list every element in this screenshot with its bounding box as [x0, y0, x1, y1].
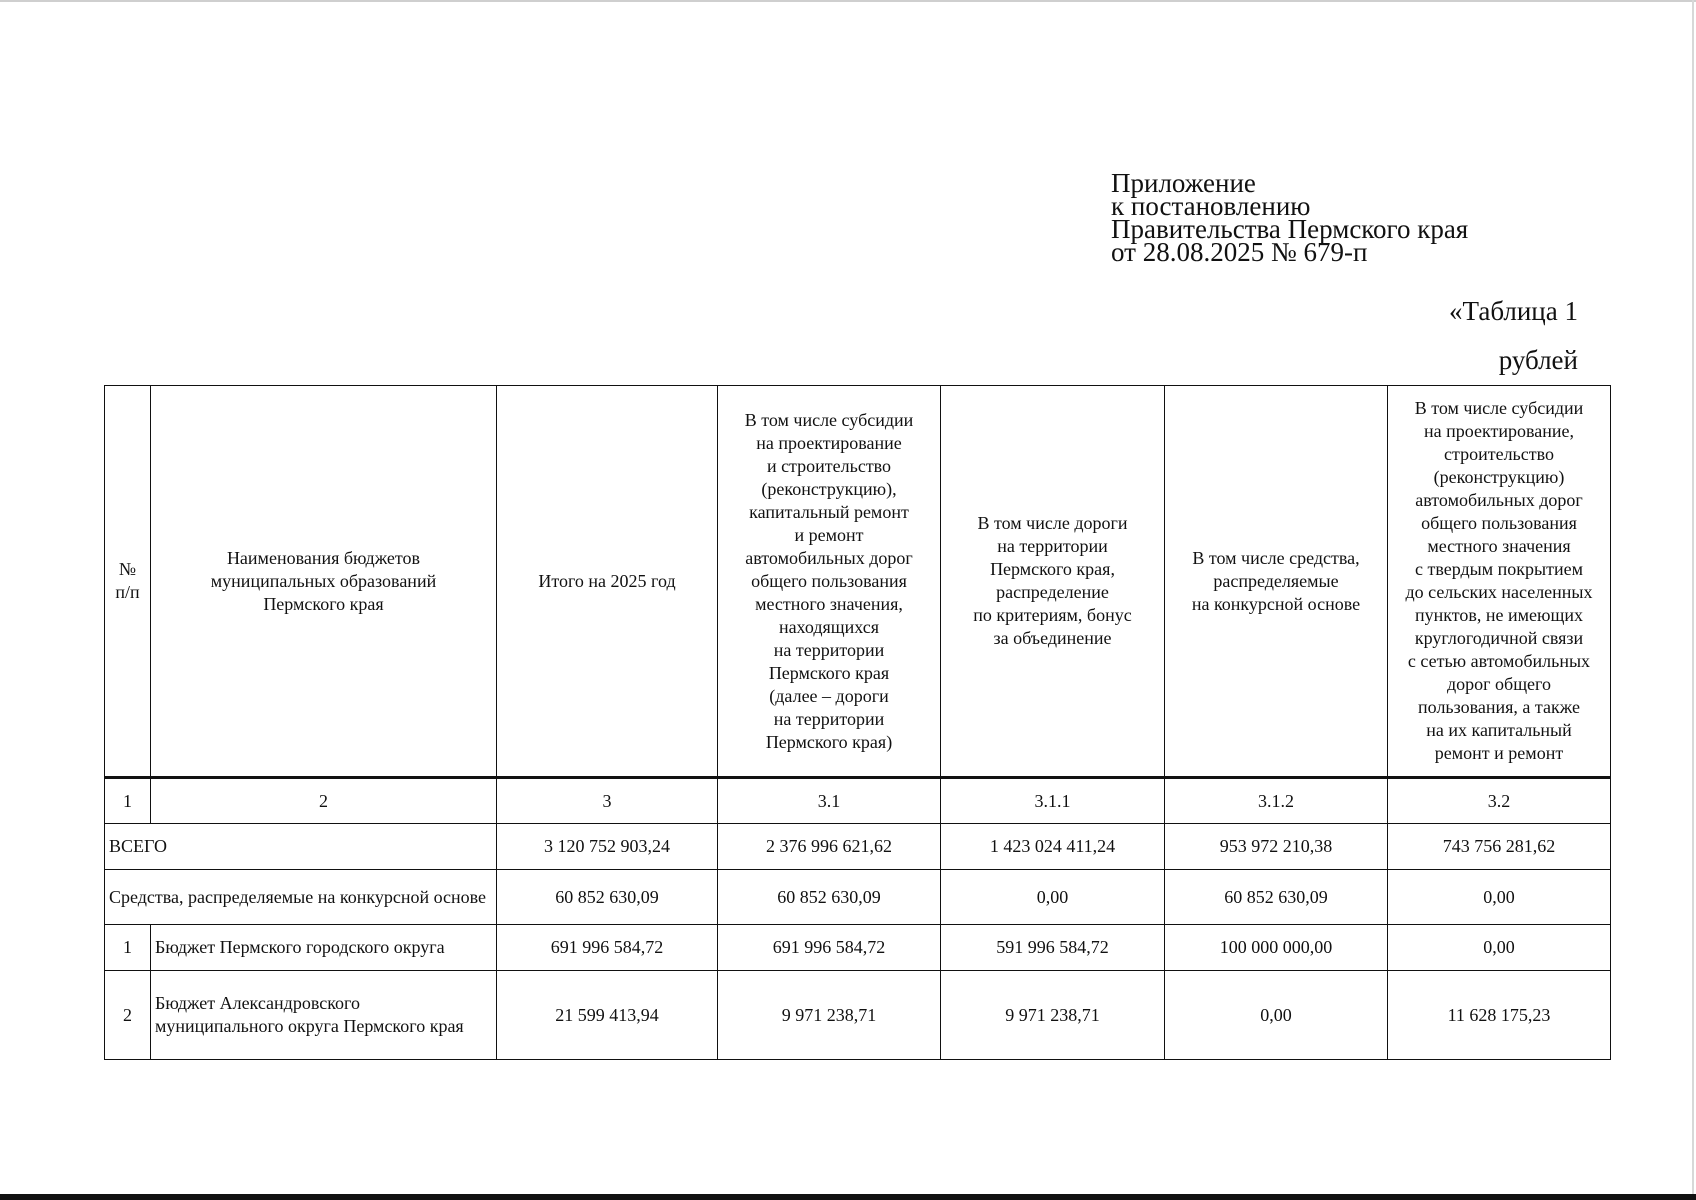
column-number-row — [105, 778, 1611, 824]
header-budget-name: Наименования бюджетов муниципальных образований Пермского края — [151, 386, 497, 778]
row-value: 0,00 — [1388, 925, 1611, 971]
units-label: рублей — [1498, 345, 1578, 375]
header-competitive-funds: В том числе средства, распределяемые на конкурсной основе — [1165, 386, 1388, 778]
total-value: 1 423 024 411,24 — [941, 824, 1165, 870]
row-budget-name: Бюджет Александровского муниципального округа Пермского края — [151, 971, 497, 1060]
competitive-value: 60 852 630,09 — [497, 870, 718, 925]
total-value: 743 756 281,62 — [1388, 824, 1611, 870]
total-value: 953 972 210,38 — [1165, 824, 1388, 870]
header-num: № п/п — [105, 386, 151, 778]
scan-bottom-edge — [0, 1194, 1696, 1200]
appendix-line-2: к постановлению — [1111, 191, 1311, 221]
column-number: 3.1.1 — [941, 778, 1165, 824]
row-value: 21 599 413,94 — [497, 971, 718, 1060]
competitive-value: 0,00 — [1388, 870, 1611, 925]
row-value: 691 996 584,72 — [497, 925, 718, 971]
row-value: 9 971 238,71 — [718, 971, 941, 1060]
row-value: 9 971 238,71 — [941, 971, 1165, 1060]
row-value: 691 996 584,72 — [718, 925, 941, 971]
column-number: 3 — [497, 778, 718, 824]
competitive-label: Средства, распределяемые на конкурсной основе — [105, 870, 497, 925]
competitive-value: 60 852 630,09 — [1165, 870, 1388, 925]
header-row — [105, 386, 1611, 778]
row-value: 0,00 — [1165, 971, 1388, 1060]
row-number: 1 — [105, 925, 151, 971]
competitive-row — [105, 870, 1611, 925]
table-caption: «Таблица 1 — [1449, 296, 1578, 326]
table-row — [105, 971, 1611, 1060]
row-value: 100 000 000,00 — [1165, 925, 1388, 971]
total-label: ВСЕГО — [105, 824, 497, 870]
row-budget-name: Бюджет Пермского городского округа — [151, 925, 497, 971]
appendix-block — [1111, 168, 1469, 267]
competitive-value: 0,00 — [941, 870, 1165, 925]
budget-table — [104, 385, 1611, 1060]
total-row — [105, 824, 1611, 870]
row-value: 11 628 175,23 — [1388, 971, 1611, 1060]
header-criteria-distribution: В том числе дороги на территории Пермского края, распределение по критериям, бонус за объединение — [941, 386, 1165, 778]
header-rural-roads-subsidy: В том числе субсидии на проектирование, строительство (реконструкцию) автомобильных дорог общего пользования местного значения с твердым покрытием до сельских населенных пунктов, не имеющих круглогодичной связи с сетью автомобильных дорог общего пользования, а также на их капитальный ремонт и ремонт — [1388, 386, 1611, 778]
row-value: 591 996 584,72 — [941, 925, 1165, 971]
table-row — [105, 925, 1611, 971]
scan-right-edge — [1692, 0, 1694, 1200]
appendix-line-4: от 28.08.2025 № 679-п — [1111, 237, 1368, 267]
column-number: 2 — [151, 778, 497, 824]
total-value: 3 120 752 903,24 — [497, 824, 718, 870]
competitive-value: 60 852 630,09 — [718, 870, 941, 925]
column-number: 3.1.2 — [1165, 778, 1388, 824]
appendix-line-1: Приложение — [1111, 168, 1256, 198]
scan-top-edge — [0, 0, 1696, 2]
column-number: 3.2 — [1388, 778, 1611, 824]
column-number: 1 — [105, 778, 151, 824]
column-number: 3.1 — [718, 778, 941, 824]
header-subsidy-roads: В том числе субсидии на проектирование и строительство (реконструкцию), капитальный ремонт и ремонт автомобильных дорог общего пользования местного значения, находящихся на территории Пермского края (далее – дороги на территории Пермского края) — [718, 386, 941, 778]
total-value: 2 376 996 621,62 — [718, 824, 941, 870]
header-total-2025: Итого на 2025 год — [497, 386, 718, 778]
appendix-line-3: Правительства Пермского края — [1111, 214, 1469, 244]
row-number: 2 — [105, 971, 151, 1060]
